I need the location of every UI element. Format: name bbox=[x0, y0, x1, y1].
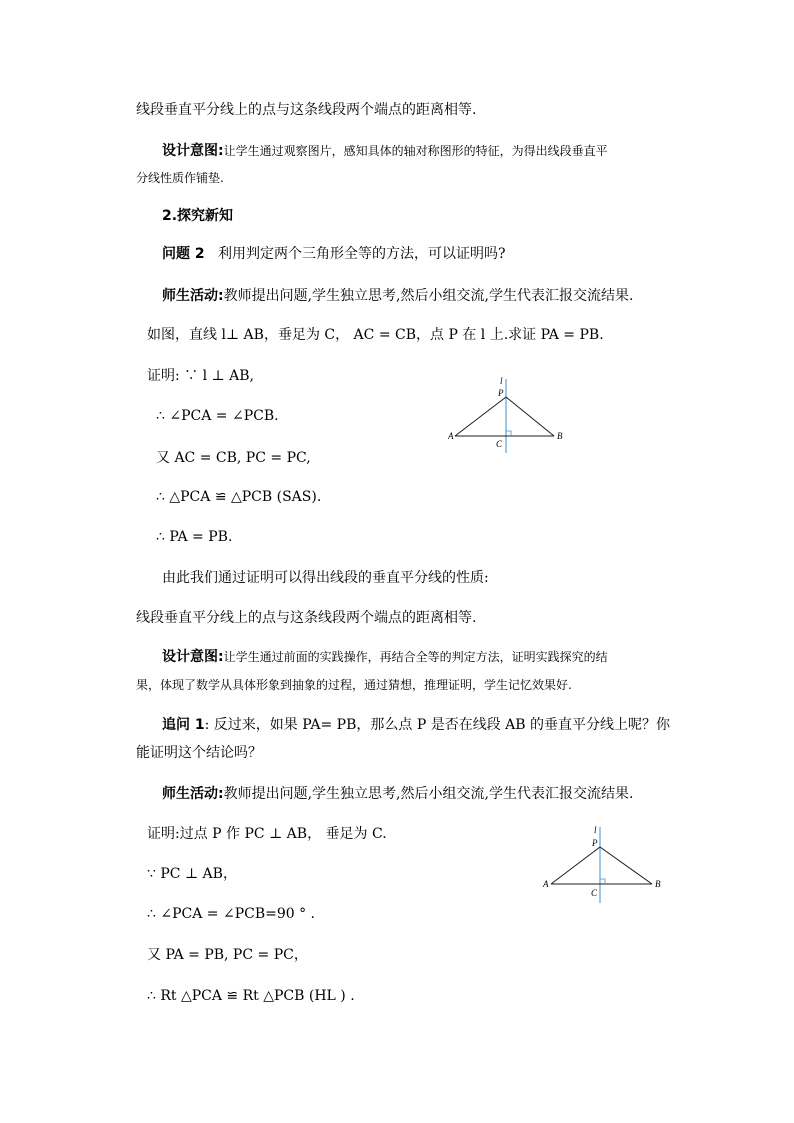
section-heading-text: 2.探究新知 bbox=[162, 208, 234, 224]
side-pb bbox=[600, 847, 652, 884]
label-a: A bbox=[543, 879, 549, 889]
design-intent-label: 设计意图: bbox=[162, 143, 224, 159]
label-p: P bbox=[498, 388, 504, 398]
question-text: 利用判定两个三角形全等的方法，可以证明吗? bbox=[217, 246, 506, 262]
proof-line: ∴ PA = PB. bbox=[156, 529, 233, 545]
triangle-figure-2 bbox=[542, 823, 667, 905]
proof-line: ∴ ∠PCA = ∠PCB. bbox=[156, 408, 279, 424]
label-c: C bbox=[496, 439, 503, 449]
question-2 bbox=[162, 244, 506, 264]
follow-up-text: : 反过来，如果 PA= PB，那么点 P 是否在线段 AB 的垂直平分线上呢？你 bbox=[204, 717, 670, 733]
proof-line: 证明:过点 P 作 PC ⊥ AB， 垂足为 C. bbox=[147, 826, 387, 842]
proof-1-line-4 bbox=[156, 487, 321, 507]
activity-2 bbox=[162, 784, 633, 804]
right-angle-mark bbox=[506, 431, 511, 436]
label-b: B bbox=[655, 879, 661, 889]
proof-line: ∴ △PCA ≌ △PCB (SAS). bbox=[156, 489, 322, 505]
follow-up-1 bbox=[162, 715, 670, 735]
paragraph-property-2 bbox=[136, 608, 476, 628]
side-pa bbox=[551, 847, 600, 884]
design-intent-text: 让学生通过观察图片，感知具体的轴对称图形的特征，为得出线段垂直平 bbox=[223, 144, 608, 158]
right-angle-mark bbox=[600, 879, 605, 884]
proof-1-line-3 bbox=[156, 448, 311, 468]
proof-line: 又 PA = PB, PC = PC， bbox=[147, 947, 308, 963]
activity-1 bbox=[162, 286, 633, 306]
label-b: B bbox=[557, 431, 563, 441]
triangle-figure-1 bbox=[448, 375, 568, 455]
follow-up-label: 追问 1 bbox=[162, 717, 205, 733]
proof-line: ∴ ∠PCA = ∠PCB=90 ° . bbox=[147, 906, 316, 922]
property-text: 线段垂直平分线上的点与这条线段两个端点的距离相等. bbox=[136, 102, 477, 118]
label-l: l bbox=[500, 376, 503, 386]
activity-label: 师生活动: bbox=[162, 786, 224, 802]
label-l: l bbox=[594, 825, 597, 835]
conclusion bbox=[162, 568, 489, 588]
follow-up-text-cont: 能证明这个结论吗？ bbox=[136, 745, 262, 761]
design-intent-label: 设计意图: bbox=[162, 649, 224, 665]
label-p: P bbox=[592, 838, 598, 848]
side-pa bbox=[455, 397, 506, 436]
label-c: C bbox=[591, 888, 598, 898]
follow-up-1-cont bbox=[136, 743, 262, 763]
proof-2-line-3 bbox=[147, 904, 315, 924]
design-intent-1-cont bbox=[136, 168, 224, 188]
label-a: A bbox=[448, 431, 454, 441]
side-pb bbox=[506, 397, 554, 436]
activity-label: 师生活动: bbox=[162, 288, 224, 304]
paragraph-property bbox=[136, 100, 476, 120]
setup-text: 如图，直线 l⊥ AB，垂足为 C， AC = CB，点 P 在 l 上.求证 PA = PB. bbox=[147, 327, 604, 343]
design-intent-text: 让学生通过前面的实践操作，再结合全等的判定方法，证明实践探究的结 bbox=[223, 650, 608, 664]
design-intent-1 bbox=[162, 141, 608, 161]
design-intent-2 bbox=[162, 647, 608, 667]
proof-2-line-1 bbox=[147, 824, 387, 844]
section-heading bbox=[162, 206, 233, 226]
proof-1-line-1 bbox=[147, 366, 254, 386]
property-text: 线段垂直平分线上的点与这条线段两个端点的距离相等. bbox=[136, 610, 477, 626]
problem-setup bbox=[147, 325, 604, 345]
proof-1-line-2 bbox=[156, 406, 279, 426]
conclusion-text: 由此我们通过证明可以得出线段的垂直平分线的性质: bbox=[162, 570, 489, 586]
design-intent-text-cont: 分线性质作铺垫. bbox=[136, 171, 224, 185]
design-intent-text-cont: 果，体现了数学从具体形象到抽象的过程，通过猜想，推理证明，学生记忆效果好. bbox=[136, 678, 572, 692]
proof-line: ∴ Rt △PCA ≌ Rt △PCB (HL ) . bbox=[147, 988, 355, 1004]
proof-2-line-2 bbox=[147, 864, 237, 884]
proof-2-line-4 bbox=[147, 945, 308, 965]
question-label: 问题 2 bbox=[162, 246, 205, 262]
activity-text: 教师提出问题,学生独立思考,然后小组交流,学生代表汇报交流结果. bbox=[223, 288, 634, 304]
design-intent-2-cont bbox=[136, 675, 572, 695]
proof-1-line-5 bbox=[156, 527, 232, 547]
activity-text: 教师提出问题,学生独立思考,然后小组交流,学生代表汇报交流结果. bbox=[223, 786, 634, 802]
proof-line: 又 AC = CB, PC = PC, bbox=[156, 450, 311, 466]
proof-line: ∵ PC ⊥ AB， bbox=[147, 866, 237, 882]
proof-line: 证明: ∵ l ⊥ AB, bbox=[147, 368, 255, 384]
proof-2-line-5 bbox=[147, 986, 355, 1006]
